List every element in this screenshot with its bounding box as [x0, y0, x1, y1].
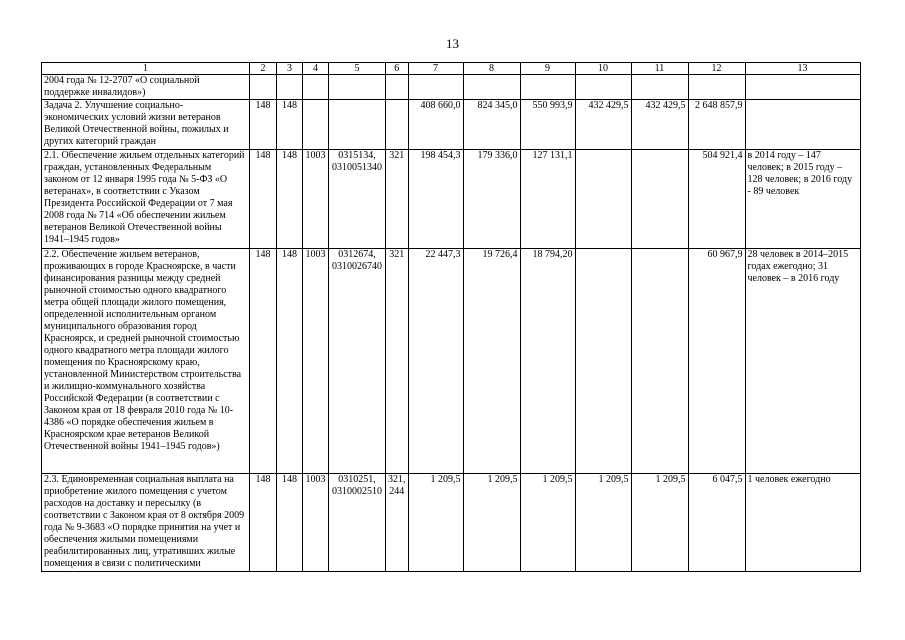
- header-cell: 12: [688, 63, 745, 75]
- cell-col3: 148: [277, 100, 303, 150]
- header-cell: 5: [329, 63, 386, 75]
- cell-col7: 408 660,0: [408, 100, 463, 150]
- row-description: 2.3. Единовременная социальная выплата на приобретение жилого помещения с учетом расходов на доставку и пересылку (в соответствии с Законом края от 8 октября 2009 года № 9-3683 «О порядке принятия на учет и обеспечения жилыми помещениями реабилитированных лиц, утративших жилые помещения в связи с политическими: [42, 474, 250, 572]
- cell-col7: 22 447,3: [408, 249, 463, 474]
- cell-col12: 504 921,4: [688, 150, 745, 249]
- cell-col7: 198 454,3: [408, 150, 463, 249]
- table-row: [42, 150, 861, 249]
- cell-col6: 321, 244: [386, 474, 409, 572]
- budget-table: [41, 62, 861, 572]
- cell-col6: [386, 100, 409, 150]
- cell-col5: 0312674, 0310026740: [329, 249, 386, 474]
- cell-col2: 148: [250, 100, 277, 150]
- cell-col5: 0310251, 0310002510: [329, 474, 386, 572]
- cell-col13: [745, 75, 860, 100]
- cell-col10: [575, 249, 631, 474]
- cell-col3: 148: [277, 150, 303, 249]
- header-row: [42, 63, 861, 75]
- cell-col10: 1 209,5: [575, 474, 631, 572]
- cell-col5: [329, 75, 386, 100]
- cell-col3: 148: [277, 249, 303, 474]
- cell-col12: 6 047,5: [688, 474, 745, 572]
- table-row: [42, 100, 861, 150]
- cell-col13: в 2014 году – 147 человек; в 2015 году – 128 человек; в 2016 году - 89 человек: [745, 150, 860, 249]
- cell-col12: 2 648 857,9: [688, 100, 745, 150]
- row-description: Задача 2. Улучшение социально-экономических условий жизни ветеранов Великой Отечественной войны, пожилых и других категорий граждан: [42, 100, 250, 150]
- header-cell: 4: [303, 63, 329, 75]
- header-cell: 9: [520, 63, 575, 75]
- cell-col9: [520, 75, 575, 100]
- cell-col6: 321: [386, 249, 409, 474]
- table-row: [42, 249, 861, 474]
- cell-col5: [329, 100, 386, 150]
- row-description: 2.2. Обеспечение жильем ветеранов, проживающих в городе Красноярске, в части финансирования разницы между средней рыночной стоимостью одного квадратного метра общей площади жилого помещения, определенной исполнительным органом муниципального образования город Красноярск, и средней рыночной стоимостью одного квадратного метра площади жилого помещения по Красноярскому краю, установленной Министерством строительства и жилищно-коммунального хозяйства Российской Федерации (в соответствии с Законом края от 18 февраля 2010 года № 10-4386 «О порядке обеспечения жильем в Красноярском крае ветеранов Великой Отечественной войны 1941–1945 годов»): [42, 249, 250, 474]
- header-cell: 13: [745, 63, 860, 75]
- header-cell: 10: [575, 63, 631, 75]
- cell-col9: 127 131,1: [520, 150, 575, 249]
- cell-col4: 1003: [303, 150, 329, 249]
- header-cell: 2: [250, 63, 277, 75]
- cell-col3: 148: [277, 474, 303, 572]
- cell-col5: 0315134, 0310051340: [329, 150, 386, 249]
- cell-col8: 824 345,0: [463, 100, 520, 150]
- cell-col6: [386, 75, 409, 100]
- cell-col9: 550 993,9: [520, 100, 575, 150]
- cell-col10: [575, 75, 631, 100]
- cell-col12: [688, 75, 745, 100]
- header-cell: 8: [463, 63, 520, 75]
- cell-col2: 148: [250, 249, 277, 474]
- cell-col2: 148: [250, 150, 277, 249]
- header-cell: 11: [631, 63, 688, 75]
- cell-col7: 1 209,5: [408, 474, 463, 572]
- row-description: 2.1. Обеспечение жильем отдельных категорий граждан, установленных Федеральным законом от 12 января 1995 года № 5-ФЗ «О ветеранах», в соответствии с Указом Президента Российской Федерации от 7 мая 2008 года № 714 «Об обеспечении жильем ветеранов Великой Отечественной войны 1941–1945 годов»: [42, 150, 250, 249]
- cell-col6: 321: [386, 150, 409, 249]
- header-cell: 3: [277, 63, 303, 75]
- cell-col7: [408, 75, 463, 100]
- cell-col11: [631, 150, 688, 249]
- cell-col10: [575, 150, 631, 249]
- cell-col11: [631, 75, 688, 100]
- cell-col11: [631, 249, 688, 474]
- header-cell: 7: [408, 63, 463, 75]
- cell-col9: 1 209,5: [520, 474, 575, 572]
- cell-col3: [277, 75, 303, 100]
- cell-col11: 432 429,5: [631, 100, 688, 150]
- header-cell: 6: [386, 63, 409, 75]
- cell-col4: [303, 100, 329, 150]
- cell-col4: 1003: [303, 474, 329, 572]
- cell-col2: [250, 75, 277, 100]
- cell-col8: 179 336,0: [463, 150, 520, 249]
- cell-col4: [303, 75, 329, 100]
- cell-col4: 1003: [303, 249, 329, 474]
- cell-col8: 1 209,5: [463, 474, 520, 572]
- cell-col13: 28 человек в 2014–2015 годах ежегодно; 31 человек – в 2016 году: [745, 249, 860, 474]
- cell-col2: 148: [250, 474, 277, 572]
- cell-col8: 19 726,4: [463, 249, 520, 474]
- cell-col12: 60 967,9: [688, 249, 745, 474]
- cell-col13: [745, 100, 860, 150]
- page-number: 13: [446, 36, 459, 51]
- cell-col9: 18 794,20: [520, 249, 575, 474]
- row-description: 2004 года № 12-2707 «О социальной поддержке инвалидов»): [42, 75, 250, 100]
- cell-col10: 432 429,5: [575, 100, 631, 150]
- table-row: [42, 75, 861, 100]
- cell-col11: 1 209,5: [631, 474, 688, 572]
- cell-col8: [463, 75, 520, 100]
- header-cell: 1: [42, 63, 250, 75]
- cell-col13: 1 человек ежегодно: [745, 474, 860, 572]
- table-row: [42, 474, 861, 572]
